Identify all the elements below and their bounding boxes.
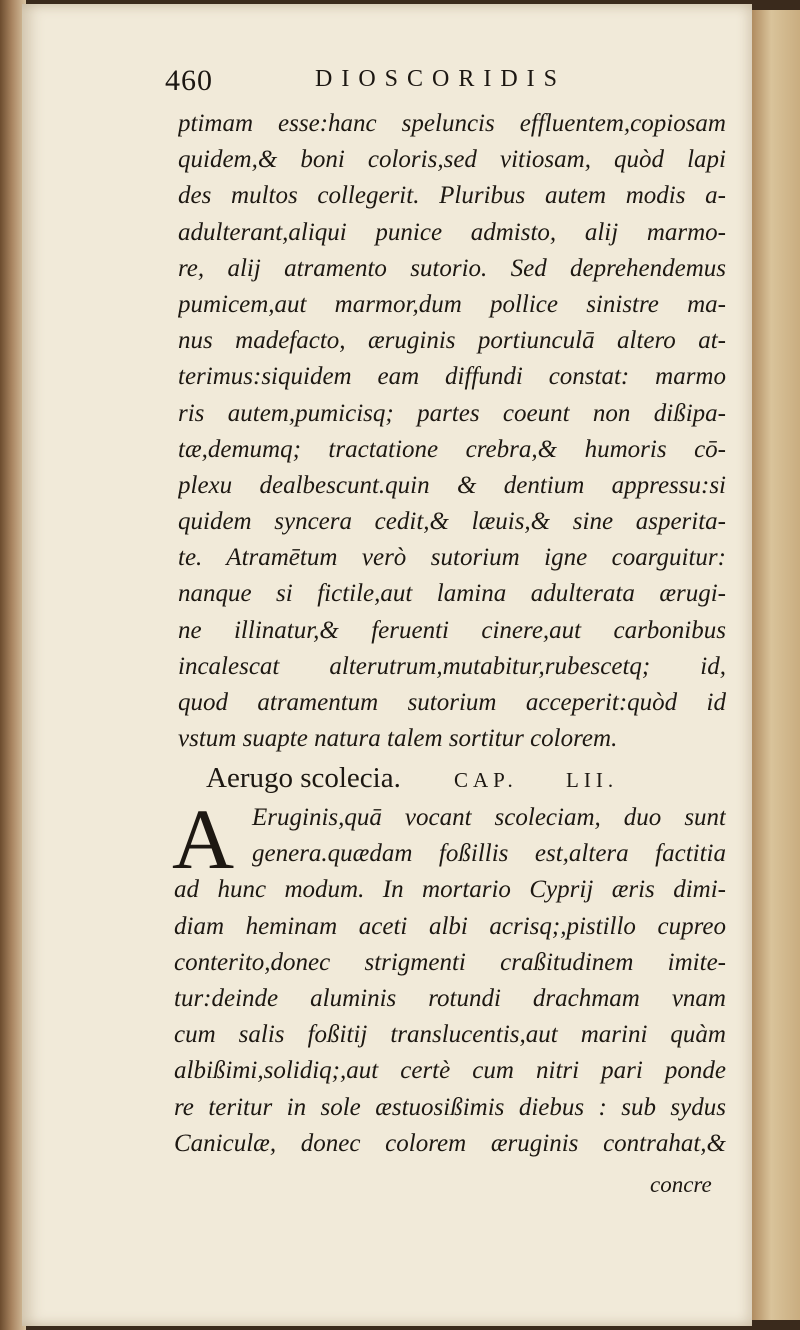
text-line: diam heminam aceti albi acrisq;,pistillo cupreo (174, 912, 726, 940)
text-line: ad hunc modum. In mortario Cyprij æris dimi- (174, 876, 726, 904)
text-line: pumicem,aut marmor,dum pollice sinistre ma- (178, 290, 726, 318)
text-line: nanque si fictile,aut lamina adulterata ærugi- (178, 580, 726, 608)
facing-page-edge (752, 10, 800, 1320)
text-line: tur:deinde aluminis rotundi drachmam vnam (174, 984, 726, 1012)
text-line: albißimi,solidiq;,aut certè cum nitri pari ponde (174, 1057, 726, 1085)
catchword: concre (650, 1172, 712, 1197)
text-line: ptimam esse:hanc speluncis effluentem,copiosam (178, 110, 726, 137)
page-header (165, 60, 725, 104)
text-line: Eruginis,quā vocant scoleciam, duo sunt (252, 804, 726, 831)
text-line: des multos collegerit. Pluribus autem modis a- (178, 182, 726, 210)
text-line: te. Atramētum verò sutorium igne coarguitur: (178, 544, 726, 572)
text-line: terimus:siquidem eam diffundi constat: marmo (178, 363, 726, 391)
text-line: re, alij atramento sutorio. Sed deprehendemus (178, 254, 726, 282)
text-line: ris autem,pumicisq; partes coeunt non dißipa- (178, 399, 726, 427)
text-line: conterito,donec strigmenti craßitudinem imite- (174, 948, 726, 976)
text-line: tæ,demumq; tractatione crebra,& humoris cō- (178, 435, 726, 463)
text-line: quidem,& boni coloris,sed vitiosam, quòd lapi (178, 146, 726, 174)
chapter-number: LII. (566, 768, 619, 792)
running-head: DIOSCORIDIS (315, 66, 567, 92)
chapter-title: Aerugo scolecia. (206, 762, 401, 794)
text-line: vstum suapte natura talem sortitur colorem. (178, 725, 618, 753)
text-line: quidem syncera cedit,& læuis,& sine asperita- (178, 508, 726, 536)
chapter-label: CAP. (454, 768, 518, 792)
text-line: Caniculæ, donec colorem æruginis contrahat,& (174, 1129, 726, 1157)
text-line: genera.quædam foßillis est,altera factitia (252, 840, 726, 868)
page-number: 460 (165, 64, 213, 97)
drop-cap: A (172, 791, 235, 887)
text-line: incalescat alterutrum,mutabitur,rubescetq; id, (178, 652, 726, 680)
text-line: nus madefacto, æruginis portiunculā altero at- (178, 327, 726, 355)
chapter-heading (206, 762, 706, 802)
chapter-text (172, 791, 726, 1162)
text-line: adulterant,aliqui punice admisto, alij marmo- (178, 218, 726, 246)
text-line: quod atramentum sutorium acceperit:quòd id (178, 689, 726, 716)
text-line: plexu dealbescunt.quin & dentium appressu:si (178, 471, 726, 499)
body-text (178, 106, 726, 757)
text-line: re teritur in sole æstuosißimis diebus : sub sydus (174, 1093, 726, 1121)
text-line: cum salis foßitij translucentis,aut marini quàm (174, 1021, 726, 1049)
text-line: ne illinatur,& feruenti cinere,aut carbonibus (178, 616, 726, 644)
